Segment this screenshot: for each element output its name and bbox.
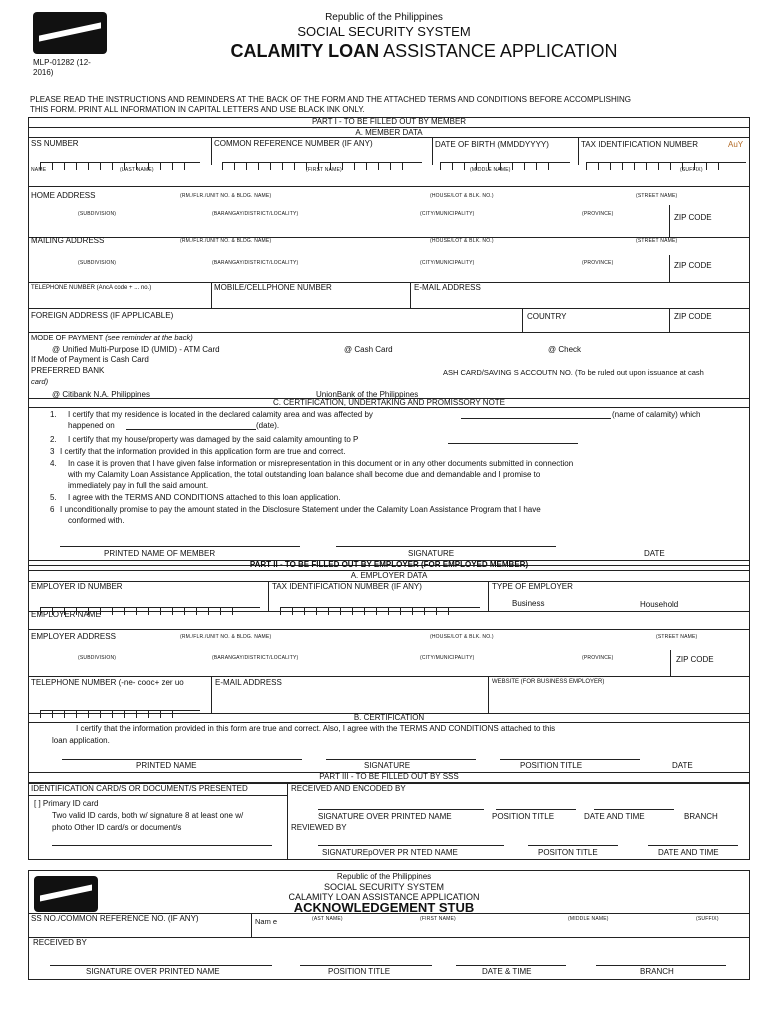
dob-boxes[interactable] (440, 152, 570, 163)
employer-tin-label: TAX IDENTIFICATION NUMBER (IF ANY) (272, 582, 422, 591)
employer-type-business[interactable]: Business (512, 599, 545, 608)
stub-col-position: POSITION TITLE (328, 967, 391, 976)
employer-name-label: EMPLOYER NAME (31, 610, 101, 619)
stub-republic: Republic of the Philippines (336, 872, 432, 881)
cert-1-text-c: happened on (68, 421, 115, 430)
tin-suffix: AuY (728, 140, 744, 149)
received-col-signature: SIGNATURE OVER PRINTED NAME (318, 812, 452, 821)
email-label: E-MAIL ADDRESS (414, 283, 481, 292)
part1-title: PART I - TO BE FILLED OUT BY MEMBER (311, 117, 467, 126)
home-addr-city: (CITY/MUNICIPALITY) (420, 211, 475, 217)
other-ids-option[interactable]: photo Other ID card/s or document/s (52, 823, 182, 832)
stub-col-branch: BRANCH (640, 967, 674, 976)
member-data-title: A. MEMBER DATA (355, 128, 423, 137)
home-addr-street: (STREET NAME) (636, 193, 678, 199)
tin-label: TAX IDENTIFICATION NUMBER (581, 140, 699, 149)
cert-4-text-b: with my Calamity Loan Assistance Application, the total outstanding loan balance shall become due and demandable and I promise to (68, 470, 541, 479)
name-part-last: (LAST NAME) (120, 167, 154, 173)
part2-title: PART II - TO BE FILLED OUT BY EMPLOYER (FOR EMPLOYED MEMBER) (249, 560, 529, 569)
republic-text: Republic of the Philippines (325, 12, 443, 23)
employer-email-label: E-MAIL ADDRESS (215, 678, 282, 687)
stub-name-suffix: (SUFFIX) (696, 916, 719, 922)
if-cash-card: If Mode of Payment is Cash Card (31, 355, 149, 364)
tin-boxes[interactable] (586, 152, 746, 163)
name-part-first: (FIRST NAME) (306, 167, 342, 173)
name-part-middle: (MIDDLE NAME) (470, 167, 511, 173)
home-addr-brgy: (BARANGAY/DISTRICT/LOCALITY) (212, 211, 299, 217)
stub-ss-no-label: SS NO./COMMON REFERENCE NO. (IF ANY) (31, 914, 199, 923)
agency-title: SOCIAL SECURITY SYSTEM (297, 24, 471, 39)
name-part-name: NAME (31, 167, 47, 173)
cert-title: C. CERTIFICATION, UNDERTAKING AND PROMISSORY NOTE (272, 398, 506, 407)
stub-subtitle: CALAMITY LOAN ASSISTANCE APPLICATION (288, 892, 480, 902)
crn-label: COMMON REFERENCE NUMBER (IF ANY) (214, 139, 373, 148)
cert-2-text: I certify that my house/property was damaged by the said calamity amounting to P (68, 435, 359, 444)
reviewed-col-signature: SIGNATUREpOVER PR NTED NAME (322, 848, 458, 857)
received-col-datetime: DATE AND TIME (584, 812, 645, 821)
employer-cert-title: B. CERTIFICATION (353, 713, 425, 722)
employer-website-label: WEBSITE (FOR BUSINESS EMPLOYER) (492, 679, 605, 685)
cert-5-text: I agree with the TERMS AND CONDITIONS attached to this loan application. (68, 493, 341, 502)
cert-1-text-b: (name of calamity) which (612, 410, 701, 419)
cert-4-text-c: immediately pay in full the said amount. (68, 481, 209, 490)
stub-agency: SOCIAL SECURITY SYSTEM (323, 882, 445, 892)
cert-6-num: 6 (50, 505, 55, 514)
cert-4-text-a: In case it is proven that I have given false information or misrepresentation in this document or in any other documents submitted in connection (68, 459, 574, 468)
cert-1-num: 1. (50, 410, 57, 419)
home-zip-label: ZIP CODE (674, 213, 712, 222)
part2-box (28, 560, 750, 784)
emp-addr-brgy: (BARANGAY/DISTRICT/LOCALITY) (212, 655, 299, 661)
foreign-zip-label: ZIP CODE (674, 312, 712, 321)
emp-addr-street: (STREET NAME) (656, 634, 698, 640)
form-title (154, 41, 694, 62)
mode-payment-note: (see reminder at the back) (105, 333, 193, 342)
sss-logo (33, 12, 107, 54)
employer-position-label: POSITION TITLE (520, 761, 583, 770)
emp-addr-subd: (SUBDIVISION) (78, 655, 117, 661)
employer-signature-label: SIGNATURE (364, 761, 411, 770)
instructions-line-2: THIS FORM. PRINT ALL INFORMATION IN CAPITAL LETTERS AND USE BLACK INK ONLY. (30, 105, 365, 114)
telephone-label: TELEPHONE NUMBER (AncA code + ... no.) (31, 285, 152, 291)
employer-type-household[interactable]: Household (640, 600, 679, 609)
received-col-branch: BRANCH (684, 812, 718, 821)
bank-citi-option[interactable]: @ Citibank N.A. Philippines (52, 390, 150, 399)
employer-cert-line-2: loan application. (52, 736, 110, 745)
cash-card-label: ASH CARD/SAVING S ACCOUTN NO. (To be ruled out upon issuance at cash (443, 368, 704, 377)
mail-addr-prov: (PROVINCE) (582, 260, 614, 266)
emp-addr-rm: (RM./FLR./UNIT NO. & BLDG. NAME) (180, 634, 272, 640)
preferred-bank-label: PREFERRED BANK (31, 366, 105, 375)
member-date-label: DATE (644, 549, 665, 558)
stub-title: ACKNOWLEDGEMENT STUB (293, 900, 475, 915)
home-address-label: HOME ADDRESS (31, 191, 96, 200)
stub-name-label: Nam e (255, 917, 278, 926)
two-valid-ids-option[interactable]: Two valid ID cards, both w/ signature 8 at least one w/ (52, 811, 244, 820)
cert-3-num: 3 (50, 447, 55, 456)
member-printed-name-label: PRINTED NAME OF MEMBER (104, 549, 216, 558)
country-label: COUNTRY (527, 312, 567, 321)
pay-cash-option[interactable]: @ Cash Card (344, 345, 393, 354)
employer-printed-name-label: PRINTED NAME (136, 761, 197, 770)
stub-name-first: (FIRST NAME) (420, 916, 456, 922)
cash-card-label-2: card) (31, 377, 49, 386)
form-code: MLP-01282 (12- (33, 58, 91, 67)
mail-addr-rm: (RM./FLR./UNIT NO. & BLDG. NAME) (180, 238, 272, 244)
bank-union-option[interactable]: UnionBank of the Philippines (316, 390, 419, 399)
mode-payment-label (31, 333, 193, 342)
emp-addr-city: (CITY/MUNICIPALITY) (420, 655, 475, 661)
stub-col-datetime: DATE & TIME (482, 967, 532, 976)
reviewed-col-datetime: DATE AND TIME (658, 848, 719, 857)
emp-addr-house: (HOUSE/LOT & BLK. NO.) (430, 634, 494, 640)
home-addr-prov: (PROVINCE) (582, 211, 614, 217)
reviewed-by-label: REVIEWED BY (291, 823, 347, 832)
form-year: 2016) (33, 68, 54, 77)
stub-col-signature: SIGNATURE OVER PRINTED NAME (86, 967, 220, 976)
employer-telephone-boxes[interactable] (40, 700, 200, 711)
mail-addr-street: (STREET NAME) (636, 238, 678, 244)
employer-id-boxes[interactable] (40, 597, 260, 608)
received-col-position: POSITION TITLE (492, 812, 555, 821)
employer-telephone-label: TELEPHONE NUMBER (-ne- cooc+ zer uo (31, 678, 184, 687)
stub-name-last: (AST NAME) (312, 916, 343, 922)
emp-addr-prov: (PROVINCE) (582, 655, 614, 661)
cert-6-text-a: I unconditionally promise to pay the amount stated in the Disclosure Statement under the Calamity Loan Assistance Program that I have (60, 505, 541, 514)
cert-1-text-a: I certify that my residence is located in the declared calamity area and was affected by (68, 410, 373, 419)
mobile-label: MOBILE/CELLPHONE NUMBER (214, 283, 332, 292)
instructions-line-1: PLEASE READ THE INSTRUCTIONS AND REMINDERS AT THE BACK OF THE FORM AND THE ATTACHED TERMS AND CONDITIONS BEFORE ACCOMPLISHING (30, 95, 631, 104)
cert-1-text-d: (date). (256, 421, 280, 430)
pay-umid-option[interactable]: @ Unified Multi-Purpose ID (UMID) - ATM Card (52, 345, 220, 354)
cert-2-num: 2. (50, 435, 57, 444)
mail-zip-label: ZIP CODE (674, 261, 712, 270)
cert-3-text: I certify that the information provided in this application form are true and correct. (60, 447, 346, 456)
mail-addr-house: (HOUSE/LOT & BLK. NO.) (430, 238, 494, 244)
primary-id-option[interactable]: [ ] Primary ID card (34, 799, 99, 808)
mail-addr-subd: (SUBDIVISION) (78, 260, 117, 266)
home-addr-house: (HOUSE/LOT & BLK. NO.) (430, 193, 494, 199)
reviewed-col-position: POSITON TITLE (538, 848, 598, 857)
form-title-rest: ASSISTANCE APPLICATION (383, 41, 618, 61)
home-addr-subd: (SUBDIVISION) (78, 211, 117, 217)
member-signature-label: SIGNATURE (408, 549, 455, 558)
employer-date-label: DATE (672, 761, 693, 770)
stub-sss-logo (34, 876, 98, 912)
ss-number-boxes[interactable] (40, 152, 200, 163)
mail-addr-city: (CITY/MUNICIPALITY) (420, 260, 475, 266)
stub-name-middle: (MIDDLE NAME) (568, 916, 609, 922)
ss-number-label: SS NUMBER (31, 139, 79, 148)
cert-5-num: 5. (50, 493, 57, 502)
cert-4-num: 4. (50, 459, 57, 468)
id-cards-label: IDENTIFICATION CARD/S OR DOCUMENT/S PRESENTED (31, 784, 248, 793)
pay-check-option[interactable]: @ Check (548, 345, 582, 354)
received-encoded-label: RECEIVED AND ENCODED BY (291, 784, 406, 793)
cert-6-text-b: conformed with. (68, 516, 125, 525)
employer-address-label: EMPLOYER ADDRESS (31, 632, 116, 641)
employer-type-label: TYPE OF EMPLOYER (492, 582, 573, 591)
mail-addr-brgy: (BARANGAY/DISTRICT/LOCALITY) (212, 260, 299, 266)
dob-label: DATE OF BIRTH (MMDDYYYY) (435, 140, 549, 149)
home-addr-rm: (RM./FLR./UNIT NO. & BLDG. NAME) (180, 193, 272, 199)
employer-data-title: A. EMPLOYER DATA (350, 571, 428, 580)
mode-payment-text: MODE OF PAYMENT (31, 333, 104, 342)
employer-cert-line-1: I certify that the information provided in this form are true and correct. Also, I agree with the TERMS AND CONDITIONS attached to this (76, 724, 556, 733)
crn-boxes[interactable] (222, 152, 422, 163)
foreign-address-label: FOREIGN ADDRESS (IF APPLICABLE) (31, 311, 174, 320)
name-part-suffix: (SUFFIX) (680, 167, 703, 173)
mailing-address-label: MAILING ADDRESS (31, 236, 105, 245)
stub-received-label: RECEIVED BY (33, 938, 87, 947)
part3-title: PART III - TO BE FILLED OUT BY SSS (319, 772, 459, 781)
employer-zip-label: ZIP CODE (676, 655, 714, 664)
employer-tin-boxes[interactable] (280, 597, 480, 608)
form-title-bold: CALAMITY LOAN (230, 41, 380, 61)
employer-id-label: EMPLOYER ID NUMBER (31, 582, 123, 591)
